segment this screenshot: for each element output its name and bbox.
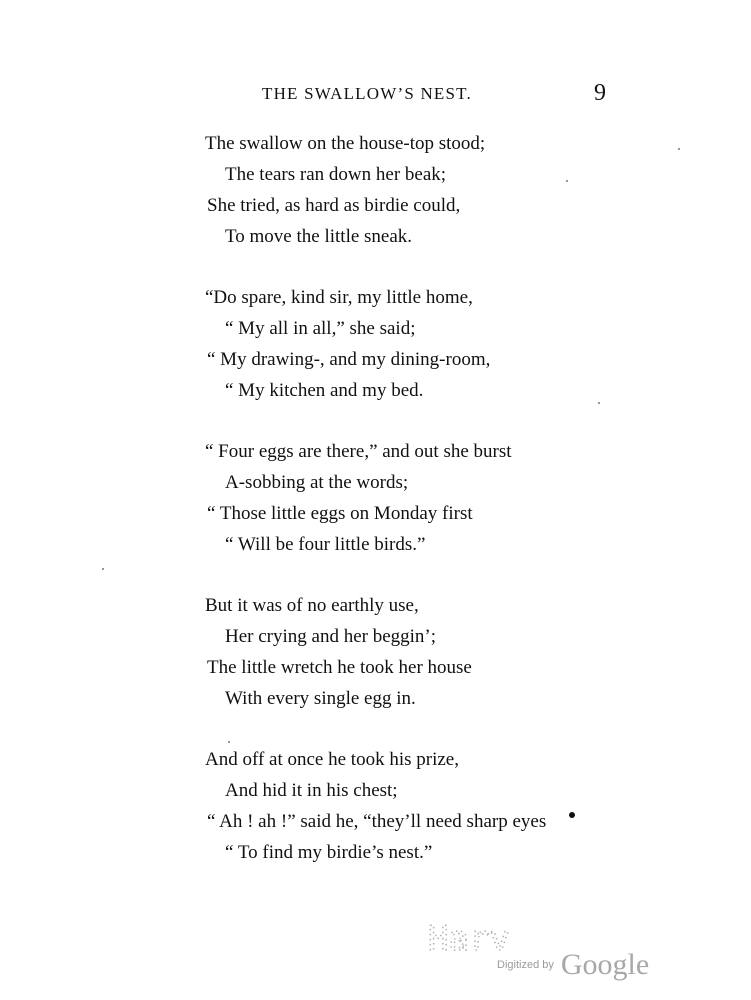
poem-line: The swallow on the house-top stood; bbox=[205, 133, 486, 154]
stanza-3 bbox=[0, 436, 751, 560]
page-number: 9 bbox=[594, 80, 606, 106]
scan-speck bbox=[678, 148, 680, 150]
poem-line: “ My drawing-, and my dining-room, bbox=[207, 349, 491, 370]
running-head-title: THE SWALLOW’S NEST. bbox=[262, 84, 472, 103]
poem-line: With every single egg in. bbox=[225, 688, 416, 709]
stanza-2 bbox=[0, 282, 751, 406]
google-wordmark: Google bbox=[560, 948, 650, 981]
digitized-by-label: Digitized by bbox=[497, 959, 554, 971]
poem-line: “ Four eggs are there,” and out she burst bbox=[205, 441, 512, 462]
scan-speck bbox=[102, 568, 104, 570]
poem-line: “ Those little eggs on Monday first bbox=[207, 503, 473, 524]
svg-text:Harv: Harv bbox=[428, 919, 510, 958]
poem-line: The tears ran down her beak; bbox=[225, 164, 447, 185]
poem-line: “ To find my birdie’s nest.” bbox=[225, 842, 433, 863]
poem bbox=[0, 128, 751, 898]
poem-line: “ Will be four little birds.” bbox=[225, 534, 426, 555]
poem-line: “ My all in all,” she said; bbox=[225, 318, 416, 339]
poem-line: To move the little sneak. bbox=[225, 226, 413, 247]
poem-line: A-sobbing at the words; bbox=[225, 472, 409, 493]
poem-line: “Do spare, kind sir, my little home, bbox=[205, 287, 473, 308]
poem-line: The little wretch he took her house bbox=[207, 657, 472, 678]
poem-line: “ My kitchen and my bed. bbox=[225, 380, 424, 401]
stanza-1 bbox=[0, 128, 751, 252]
scan-speck bbox=[566, 180, 568, 182]
scan-speck bbox=[598, 402, 600, 404]
poem-line: And hid it in his chest; bbox=[225, 780, 398, 801]
poem-line: “ Ah ! ah !” said he, “they’ll need sharp eyes bbox=[207, 811, 547, 832]
poem-line: She tried, as hard as birdie could, bbox=[207, 195, 461, 216]
digitized-by-google-watermark bbox=[497, 948, 649, 982]
scan-speck bbox=[228, 741, 230, 743]
stanza-4 bbox=[0, 590, 751, 714]
scan-speck bbox=[569, 812, 575, 818]
poem-line: But it was of no earthly use, bbox=[205, 595, 419, 616]
poem-line: Her crying and her beggin’; bbox=[225, 626, 437, 647]
stanza-5 bbox=[0, 744, 751, 868]
poem-line: And off at once he took his prize, bbox=[205, 749, 459, 770]
